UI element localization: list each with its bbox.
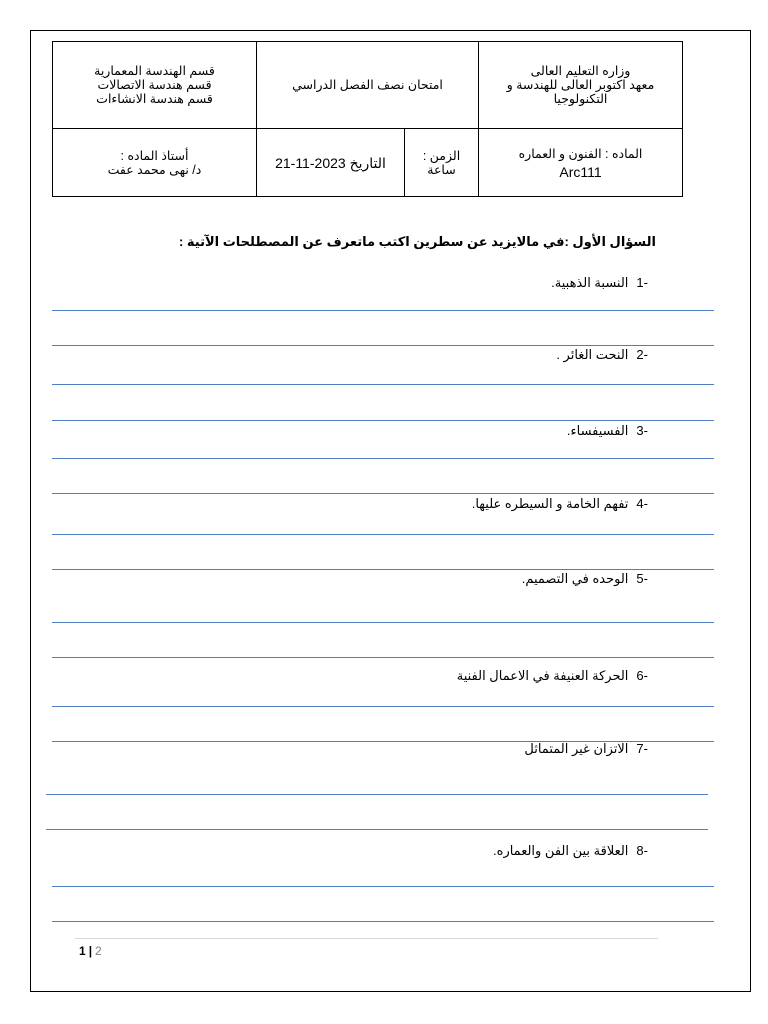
departments-cell	[53, 42, 257, 129]
question-item	[556, 347, 648, 363]
time-cell	[405, 129, 479, 197]
question-item	[493, 843, 648, 859]
teacher-label: أستاذ الماده :	[120, 148, 189, 163]
item-text: العلاقة بين الفن والعماره.	[493, 843, 629, 858]
department-communications: قسم هندسة الاتصالات	[97, 78, 212, 92]
exam-header-table	[52, 41, 683, 197]
item-number: -4	[636, 496, 648, 511]
department-architecture: قسم الهندسة المعمارية	[94, 64, 215, 78]
question-title: السؤال الأول :في مالايزيد عن سطرين اكتب ماتعرف عن المصطلحات الآتية :	[178, 234, 656, 249]
teacher-cell	[53, 129, 257, 197]
teacher-name: د/ نهى محمد عفت	[107, 162, 202, 177]
time-label: الزمن :	[422, 148, 461, 163]
question-item	[567, 423, 648, 439]
item-number: -3	[636, 423, 648, 438]
answer-line[interactable]	[52, 458, 714, 459]
question-item	[472, 496, 648, 512]
answer-line[interactable]	[52, 657, 714, 658]
answer-line[interactable]	[52, 921, 714, 922]
question-item	[522, 571, 648, 587]
exam-title: امتحان نصف الفصل الدراسي	[257, 42, 479, 129]
course-code: Arc111	[559, 163, 602, 180]
answer-line[interactable]	[52, 534, 714, 535]
date-cell	[257, 129, 405, 197]
answer-line[interactable]	[46, 829, 708, 830]
institute-name: معهد اكتوبر العالى للهندسة و التكنولوجيا	[506, 78, 655, 106]
answer-line[interactable]	[52, 622, 714, 623]
page-number-footer	[79, 944, 102, 958]
item-text: تفهم الخامة و السيطره عليها.	[471, 496, 629, 511]
item-text: الفسيفساء.	[566, 423, 629, 438]
item-number: -8	[636, 843, 648, 858]
item-number: -2	[636, 347, 648, 362]
item-number: -6	[636, 668, 648, 683]
answer-line[interactable]	[52, 420, 714, 421]
time-value: ساعة	[427, 162, 456, 177]
date-value: 2023-11-21	[275, 154, 346, 171]
answer-line[interactable]	[52, 310, 714, 311]
item-number: -1	[636, 275, 648, 290]
question-item	[551, 275, 648, 291]
current-page-number: 1	[79, 944, 86, 958]
answer-line[interactable]	[52, 569, 714, 570]
answer-line[interactable]	[52, 886, 714, 887]
item-number: -7	[636, 741, 648, 756]
item-text: الوحده في التصميم.	[521, 571, 629, 586]
subject-label: الماده : الفنون و العماره	[518, 146, 643, 161]
item-text: النحت الغائر .	[556, 347, 629, 362]
answer-line[interactable]	[46, 794, 708, 795]
answer-line[interactable]	[52, 384, 714, 385]
item-number: -5	[636, 571, 648, 586]
footer-rule	[75, 938, 658, 939]
institution-cell	[479, 42, 683, 129]
question-item	[457, 668, 648, 684]
item-text: الاتزان غير المتماثل	[524, 741, 629, 756]
department-civil: قسم هندسة الانشاءات	[96, 92, 213, 106]
answer-line[interactable]	[52, 706, 714, 707]
date-label: التاريخ	[349, 154, 386, 171]
item-text: النسبة الذهبية.	[551, 275, 629, 290]
item-text: الحركة العنيفة في الاعمال الفنية	[456, 668, 629, 683]
answer-line[interactable]	[52, 741, 714, 742]
ministry-name: وزاره التعليم العالى	[530, 64, 631, 78]
subject-cell	[479, 129, 683, 197]
answer-line[interactable]	[52, 345, 714, 346]
total-pages-number: 2	[95, 944, 102, 958]
page-separator: |	[88, 944, 93, 958]
answer-line[interactable]	[52, 493, 714, 494]
question-item	[524, 741, 648, 757]
